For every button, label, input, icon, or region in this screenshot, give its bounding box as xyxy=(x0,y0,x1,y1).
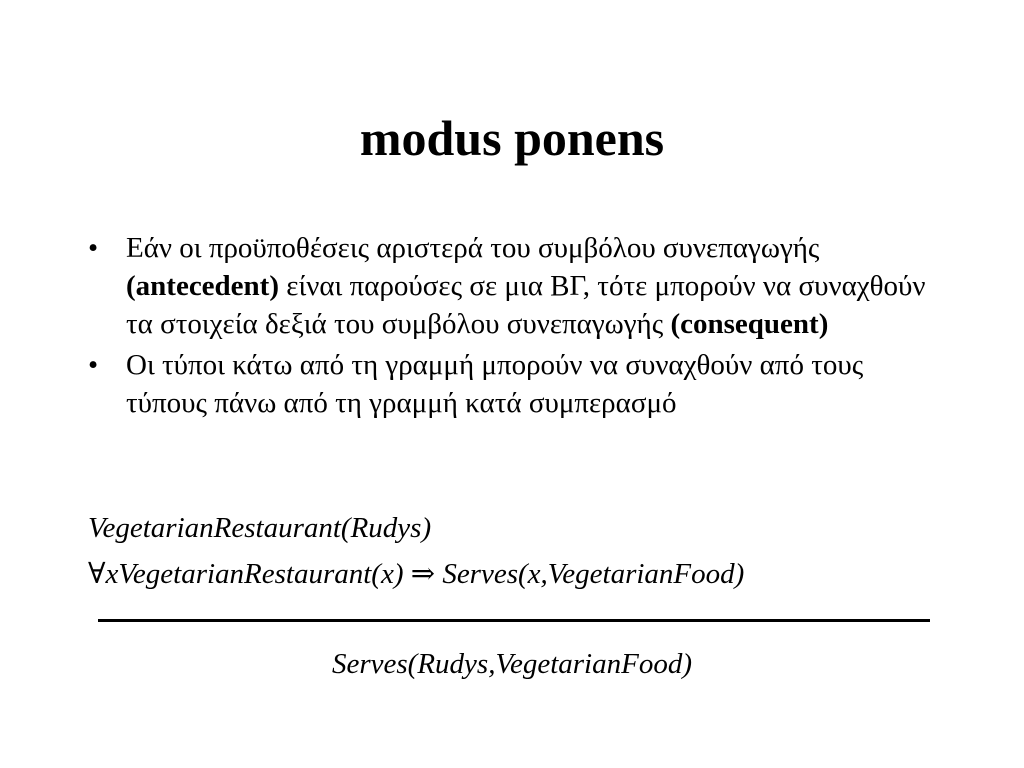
bullet-icon: • xyxy=(88,349,99,381)
consequent-term: (consequent) xyxy=(670,308,829,340)
antecedent-term: (antecedent) xyxy=(126,270,280,302)
rule-consequent: Serves(x,VegetarianFood) xyxy=(435,558,745,590)
conclusion-formula: Serves(Rudys,VegetarianFood) xyxy=(332,648,692,680)
premise-fact: VegetarianRestaurant(Rudys) xyxy=(88,512,432,544)
inference-line xyxy=(98,619,930,622)
slide-title: modus ponens xyxy=(359,110,665,166)
bullet-text-part: Εάν οι προϋποθέσεις αριστερά του συμβόλου συνεπαγωγής xyxy=(126,232,820,264)
rule-antecedent: xVegetarianRestaurant(x) xyxy=(105,558,411,590)
premise-rule xyxy=(88,556,744,592)
bullet-icon: • xyxy=(88,232,99,264)
implies-symbol: ⇒ xyxy=(410,558,436,590)
forall-symbol: ∀ xyxy=(88,558,106,590)
bullet-text: Οι τύποι κάτω από τη γραμμή μπορούν να συναχθούν από τους τύπους πάνω από τη γραμμή κατά συμπερασμό xyxy=(126,349,864,419)
bullet-list xyxy=(88,229,948,425)
bullet-item-inference xyxy=(88,346,948,422)
bullet-item-antecedent-consequent xyxy=(88,229,948,343)
bullet-text-part: είναι παρούσες σε μια ΒΓ, τότε μπορούν να συναχθούν τα στοιχεία δεξιά του συμβόλου συνεπαγωγής xyxy=(126,270,926,340)
